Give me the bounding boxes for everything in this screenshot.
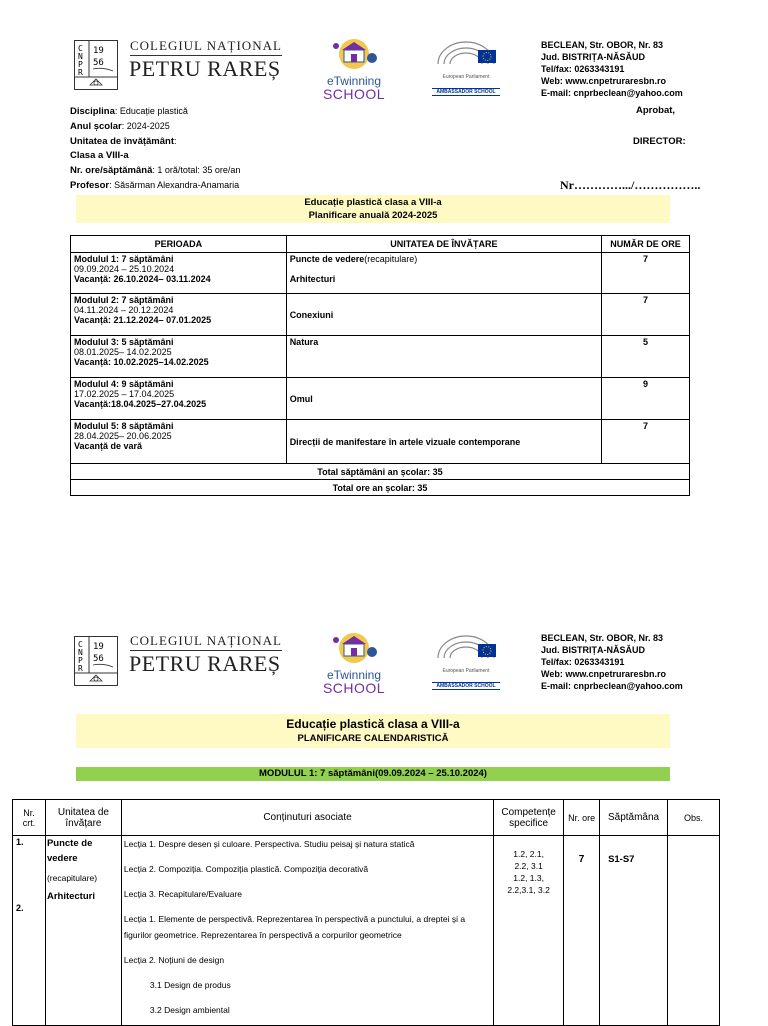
col-unitate: UNITATEA DE ÎNVĂȚARE xyxy=(286,236,601,253)
logo-letter: C xyxy=(78,44,83,53)
contact-web: Web: www.cnpetrurares​bn.ro xyxy=(541,669,667,679)
competente-line: 1.2, 2.1, xyxy=(513,849,544,859)
col-nr-ore: Nr. ore xyxy=(564,800,600,836)
obs-cell xyxy=(668,836,720,1026)
competente-line: 1.2, 1.3, xyxy=(513,873,544,883)
european-parliament-icon xyxy=(434,38,498,70)
disciplina-value: : Educație plastică xyxy=(114,106,188,116)
ep-ambassador: AMBASSADOR SCHOOL xyxy=(432,88,500,96)
svg-text:C: C xyxy=(78,640,83,649)
unit-extra: (recapitulare) xyxy=(46,873,98,883)
school-logo xyxy=(74,40,118,90)
row-nr: 2. xyxy=(16,903,24,913)
svg-text:N: N xyxy=(78,648,83,657)
unit-label: Arhitecturi xyxy=(46,891,95,902)
col-nr-crt: Nr. crt. xyxy=(13,800,46,836)
svg-text:19: 19 xyxy=(93,642,104,652)
an-label: Anul școlar xyxy=(70,121,122,132)
college-name-line1: COLEGIUL NAȚIONAL xyxy=(130,633,282,648)
competente-line: 2.2, 3.1 xyxy=(514,861,543,871)
unitatea-label: Unitatea de învățământ xyxy=(70,136,174,147)
contact-block xyxy=(541,632,683,692)
contact-block xyxy=(541,39,683,99)
lesson-item: Lecția 1. Elemente de perspectivă. Reprezentarea în perspectivă a punctului, a dreptei și a figurilor geometrice. Reprezentarea în perspectivă a corpurilor geometrice xyxy=(123,914,466,940)
unit-label: Puncte de vedere xyxy=(289,254,365,264)
row-nr: 1. xyxy=(16,837,24,847)
hours-cell: 7 xyxy=(602,253,690,294)
etwinning-school-icon xyxy=(324,36,384,74)
an-value: : 2024-2025 xyxy=(121,121,170,131)
col-perioada: PERIOADA xyxy=(71,236,287,253)
table-row xyxy=(71,420,690,464)
module-label: Modulul 4: 9 săptămâni xyxy=(74,379,174,389)
svg-text:N: N xyxy=(78,52,83,61)
hours-cell: 9 xyxy=(602,378,690,420)
ep-ambassador: AMBASSADOR SCHOOL xyxy=(432,682,500,690)
annual-title-banner xyxy=(76,195,670,223)
col-obs: Obs. xyxy=(668,800,720,836)
contact-phone: Tel/fax: 0263343191 xyxy=(541,64,625,74)
european-parliament-icon xyxy=(434,632,498,664)
total-hours: Total ore an școlar: 35 xyxy=(71,480,690,496)
module-label: Modulul 5: 8 săptămâni xyxy=(74,421,174,431)
table-row xyxy=(71,294,690,336)
table-row xyxy=(71,253,690,294)
unit-label: Natura xyxy=(289,337,319,347)
module-vacation: Vacanță:18.04.2025–27.04.2025 xyxy=(74,399,207,409)
etwinning-school-label: SCHOOL xyxy=(322,680,386,696)
unit-label: Direcții de manifestare în artele vizuale contemporane xyxy=(289,436,521,447)
svg-text:19: 19 xyxy=(93,46,104,56)
competente-line: 2.2,3.1, 3.2 xyxy=(507,885,550,895)
module-vacation: Vacanță: 26.10.2024– 03.11.2024 xyxy=(74,274,211,284)
module-vacation: Vacanță: 21.12.2024– 07.01.2025 xyxy=(74,315,212,325)
module-dates: 08.01.2025– 14.02.2025 xyxy=(74,347,172,357)
etwinning-school-label: SCHOOL xyxy=(322,86,386,102)
lesson-item: Lecția 2. Compoziția. Compoziția plastică. Compoziția decorativă xyxy=(123,864,369,874)
school-logo xyxy=(74,636,118,686)
contact-web: Web: www.cnpetrurares​bn.ro xyxy=(541,76,667,86)
contact-address: BECLEAN, Str. OBOR, Nr. 83 xyxy=(541,633,664,643)
svg-text:56: 56 xyxy=(93,654,104,664)
module-label: Modulul 3: 5 săptămâni xyxy=(74,337,174,347)
annual-title: Educație plastică clasa a VIII-a xyxy=(304,197,442,208)
module-dates: 04.11.2024 – 20.12.2024 xyxy=(74,305,174,315)
col-continuturi: Conținuturi asociate xyxy=(121,800,493,836)
unit-label: Conexiuni xyxy=(289,309,334,320)
unit-label: Omul xyxy=(289,393,313,404)
contact-county: Jud. BISTRIȚA-NĂSĂUD xyxy=(541,52,645,62)
ore-label: Nr. ore/săptămână xyxy=(70,165,153,176)
contact-email: E-mail: cnprbeclean@yahoo.com xyxy=(541,88,683,98)
college-name-line2: PETRU RAREȘ xyxy=(129,651,281,676)
etwinning-school-icon xyxy=(324,630,384,668)
calendar-title-banner xyxy=(76,714,670,748)
etwinning-logo xyxy=(316,630,392,695)
ep-caption: European Parliament xyxy=(442,74,490,80)
college-name-line2: PETRU RAREȘ xyxy=(129,56,281,81)
col-ore: NUMĂR DE ORE xyxy=(602,236,690,253)
hours-cell: 5 xyxy=(602,336,690,378)
col-saptamana: Săptămâna xyxy=(600,800,668,836)
lesson-item: Lecția 2. Noțiuni de design xyxy=(123,955,225,965)
school-crest-icon xyxy=(75,41,117,89)
unit-label: Puncte de vedere xyxy=(46,838,93,864)
col-unitatea: Unitatea de învățare xyxy=(45,800,121,836)
module-vacation: Vacanță: 10.02.2025–14.02.2025 xyxy=(74,357,209,367)
ore-value: : 1 oră/total: 35 ore/an xyxy=(152,165,241,175)
module-dates: 28.04.2025– 20.06.2025 xyxy=(74,431,172,441)
contact-address: BECLEAN, Str. OBOR, Nr. 83 xyxy=(541,40,664,50)
total-weeks: Total săptămâni an școlar: 35 xyxy=(71,464,690,480)
ep-logo xyxy=(432,632,500,690)
table-row xyxy=(71,378,690,420)
module-label: Modulul 1: 7 săptămâni xyxy=(74,254,174,264)
hours-cell: 7 xyxy=(602,294,690,336)
weeks-cell: S1-S7 xyxy=(600,836,668,1026)
col-competente: Competențe specifice xyxy=(494,800,564,836)
etwinning-label: eTwinning xyxy=(326,668,382,682)
hours-cell: 7 xyxy=(564,836,600,1026)
module-dates: 09.09.2024 – 25.10.2024 xyxy=(74,264,175,274)
disciplina-label: Disciplina xyxy=(70,106,115,117)
ep-logo xyxy=(432,38,500,96)
etwinning-logo xyxy=(316,36,392,101)
lesson-item: Lecția 1. Despre desen și culoare. Perspectiva. Studiu peisaj și natura statică xyxy=(123,839,415,849)
school-crest-icon xyxy=(75,637,117,685)
calendar-subtitle: PLANIFICARE CALENDARISTICĂ xyxy=(297,733,449,744)
unitatea-value: : xyxy=(174,136,177,146)
annual-plan-table xyxy=(70,235,690,496)
calendar-plan-table xyxy=(12,799,720,1026)
module-label: Modulul 2: 7 săptămâni xyxy=(74,295,174,305)
module-vacation: Vacanță de vară xyxy=(74,441,143,451)
svg-text:R: R xyxy=(78,664,83,673)
unit-extra: (recapitulare) xyxy=(364,254,418,264)
document-meta xyxy=(70,104,240,193)
calendar-title: Educație plastică clasa a VIII-a xyxy=(286,717,460,731)
svg-text:R: R xyxy=(78,68,83,77)
table-row xyxy=(71,336,690,378)
ep-caption: European Parliament xyxy=(442,668,490,674)
registration-number: Nr………….../…………….. xyxy=(560,178,701,192)
lesson-item: 3.2 Design ambiental xyxy=(149,1005,230,1015)
svg-text:P: P xyxy=(78,656,83,665)
table-row xyxy=(13,836,720,1026)
profesor-label: Profesor xyxy=(70,180,110,191)
unit2-label: Arhitecturi xyxy=(289,274,336,284)
contact-email: E-mail: cnprbeclean@yahoo.com xyxy=(541,681,683,691)
director-label: DIRECTOR: xyxy=(633,136,686,147)
clasa-label: Clasa a VIII-a xyxy=(70,150,129,161)
annual-subtitle: Planificare anuală 2024-2025 xyxy=(308,210,438,221)
lesson-item: 3.1 Design de produs xyxy=(149,980,231,990)
hours-cell: 7 xyxy=(602,420,690,464)
aprobat-label: Aprobat, xyxy=(636,105,676,116)
lesson-item: Lecția 3. Recapitulare/Evaluare xyxy=(123,889,243,899)
svg-text:P: P xyxy=(78,60,83,69)
svg-text:56: 56 xyxy=(93,58,104,68)
module-dates: 17.02.2025 – 17.04.2025 xyxy=(74,389,175,399)
etwinning-label: eTwinning xyxy=(326,74,382,88)
contact-county: Jud. BISTRIȚA-NĂSĂUD xyxy=(541,645,645,655)
college-name-line1: COLEGIUL NAȚIONAL xyxy=(130,38,282,53)
module-banner: MODULUL 1: 7 săptămâni(09.09.2024 – 25.10.2024) xyxy=(76,767,670,781)
profesor-value: : Săsărman Alexandra-Anamaria xyxy=(109,180,240,190)
contact-phone: Tel/fax: 0263343191 xyxy=(541,657,625,667)
